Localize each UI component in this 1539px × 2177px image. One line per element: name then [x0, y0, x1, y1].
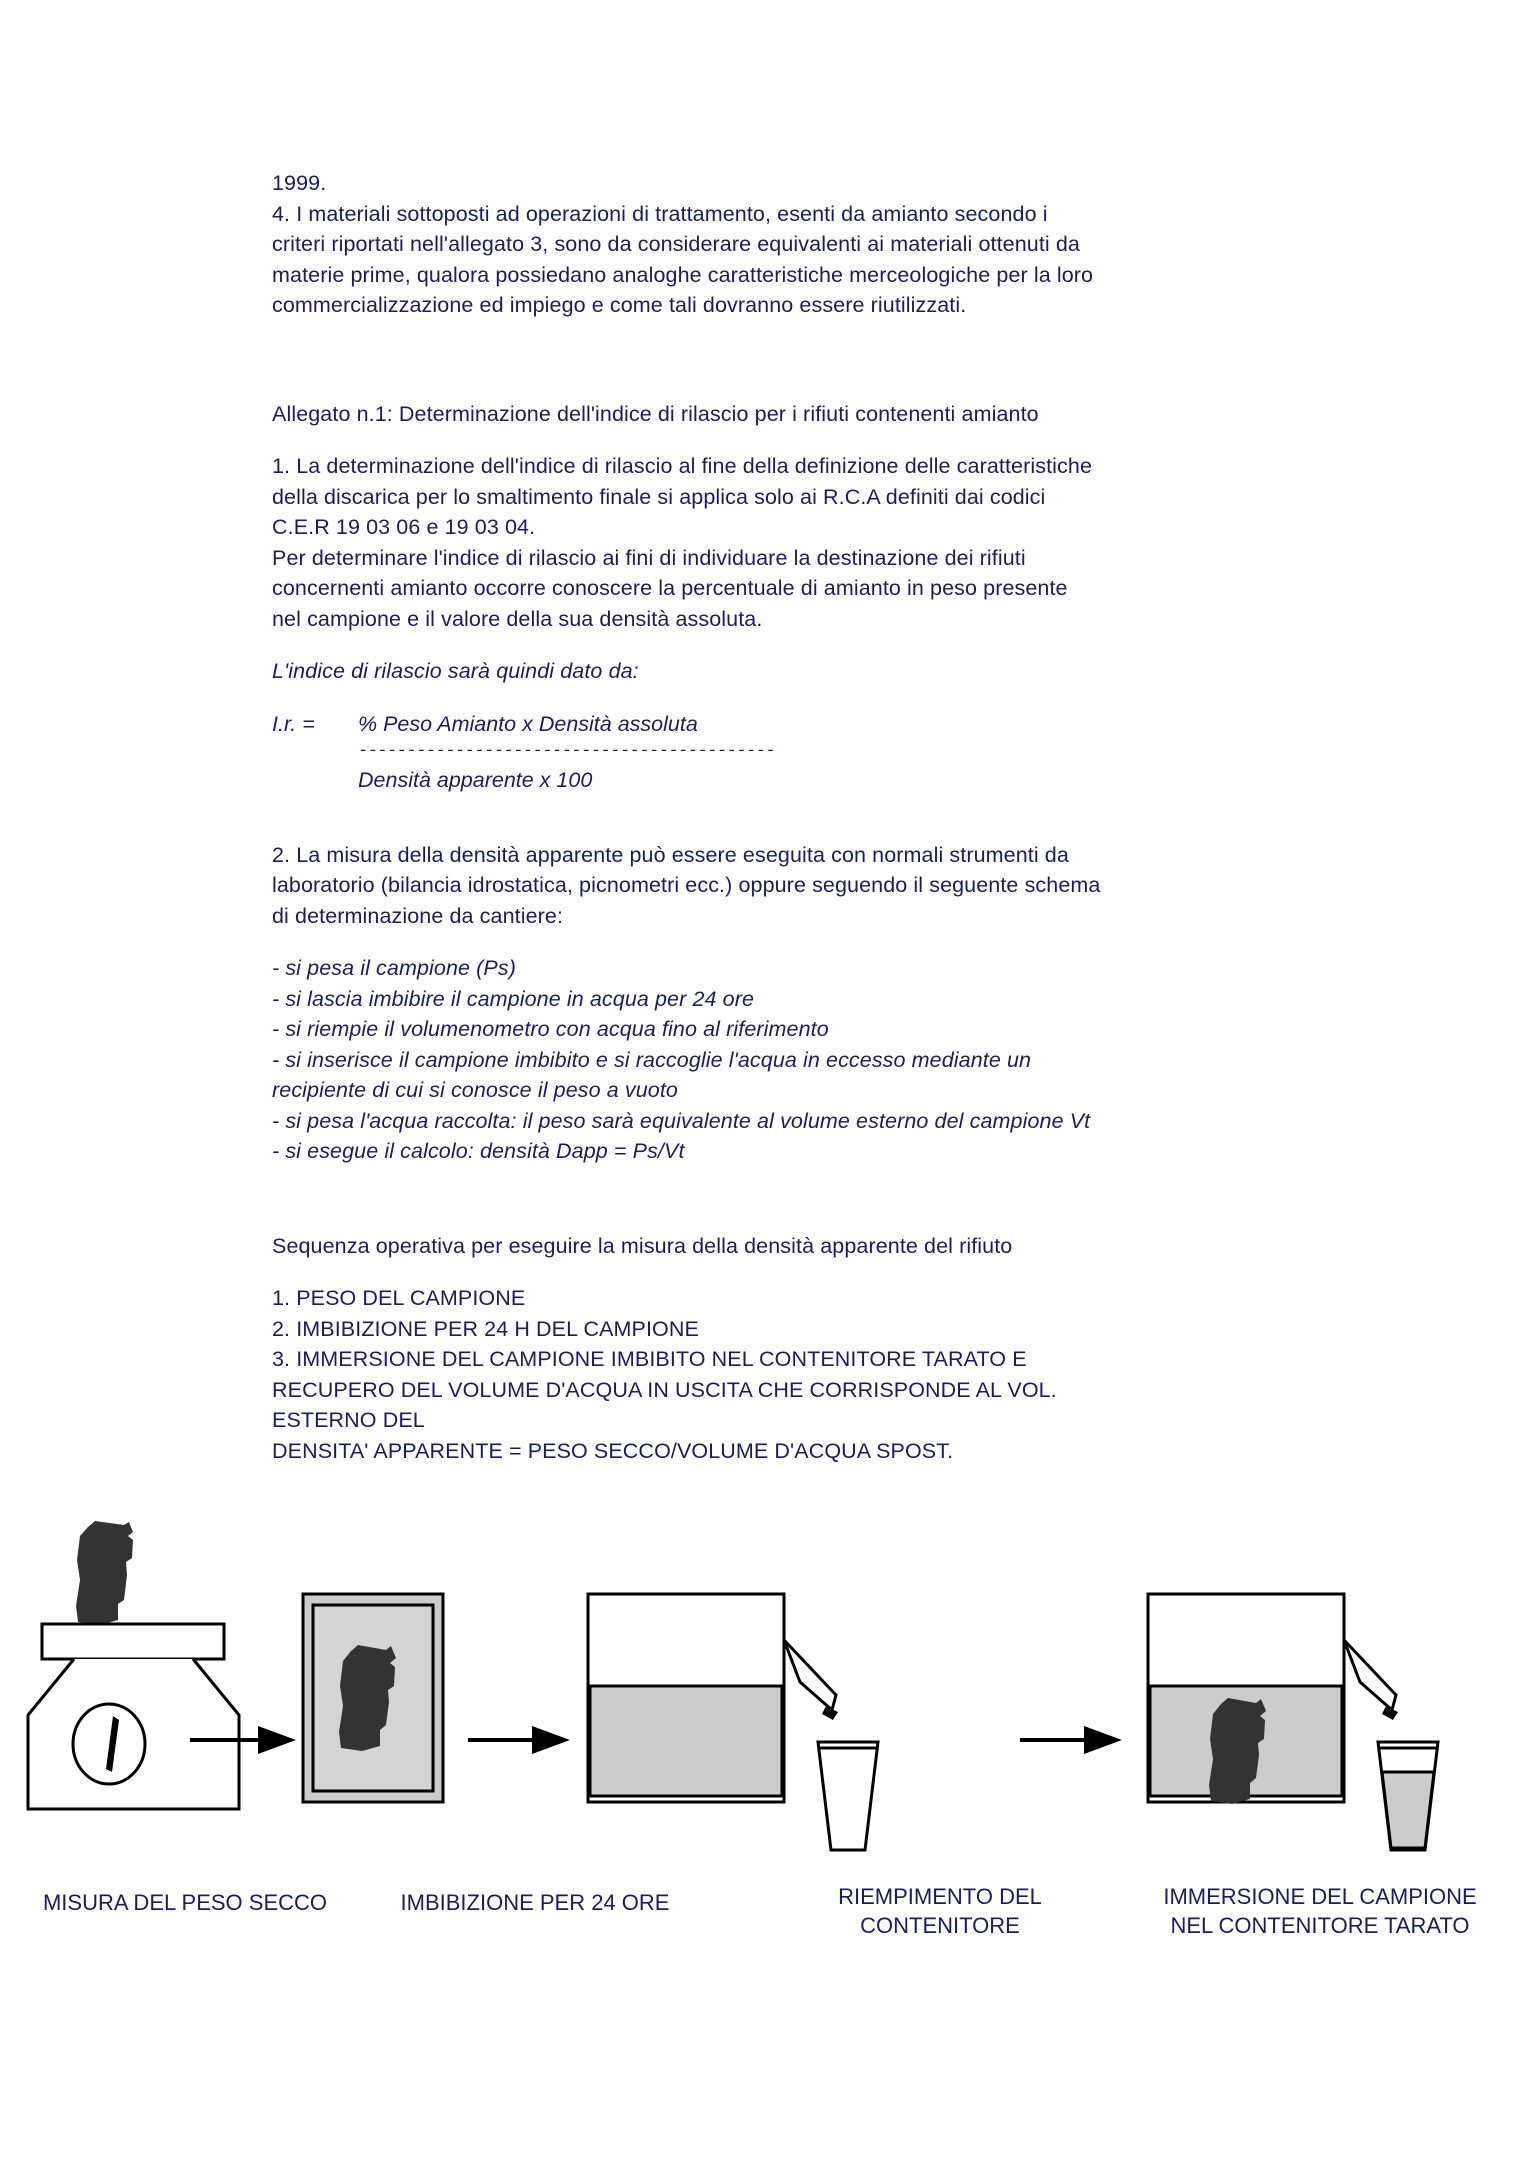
- overflow-spout: [784, 1640, 836, 1710]
- formula-lhs-spacer: [272, 765, 358, 796]
- spacer: [272, 931, 1262, 953]
- procedure-diagram: [0, 1520, 1539, 1900]
- scale-dial: [73, 1704, 145, 1784]
- spacer: [272, 321, 1262, 399]
- numbered-steps-list: 1. PESO DEL CAMPIONE 2. IMBIBIZIONE PER 24 H DEL CAMPIONE 3. IMMERSIONE DEL CAMPIONE IMBIBITO NEL CONTENITORE TARATO E RECUPERO DEL VOLUME D'ACQUA IN USCITA CHE CORRISPONDE AL VOL. ESTERNO DEL DENSITA' APPARENTE = PESO SECCO/VOLUME D'ACQUA SPOST.: [272, 1286, 1057, 1463]
- paragraph-point-1: 1. La determinazione dell'indice di rilascio al fine della definizione delle caratteristiche della discarica per lo smaltimento finale si applica solo ai R.C.A definiti dai codici C.E.R 19 03 06 e 19 03 04. Per determinare l'indice di rilascio ai fini di individuare la destinazione dei rifiuti concernenti amianto occorre conoscere la percentuale di amianto in peso presente nel campione e il valore della sua densità assoluta.: [272, 454, 1093, 631]
- spout-tip-icon: [1382, 1706, 1398, 1720]
- collection-beaker-empty: [818, 1742, 878, 1850]
- formula-numerator-row: [272, 709, 1262, 740]
- arrow-step2-to-step3: [468, 1726, 570, 1754]
- caption-step-2: IMBIBIZIONE PER 24 ORE: [400, 1890, 670, 1915]
- spacer: [272, 634, 1262, 656]
- formula-denominator: Densità apparente x 100: [358, 768, 593, 792]
- procedure-diagram-svg: [0, 1520, 1539, 1900]
- container-water: [590, 1686, 782, 1796]
- procedure-bullet-list: - si pesa il campione (Ps) - si lascia imbibire il campione in acqua per 24 ore - si riempie il volumenometro con acqua fino al riferimento - si inserisce il campione imbibito e si raccoglie l'acqua in eccesso mediante un recipiente di cui si conosce il peso a vuoto - si pesa l'acqua raccolta: il peso sarà equivalente al volume esterno del campione Vt - si esegue il calcolo: densità Dapp = Ps/Vt: [272, 956, 1091, 1163]
- formula-lhs: I.r. =: [272, 711, 315, 736]
- sequenza-heading: Sequenza operativa per eseguire la misura della densità apparente del rifiuto: [272, 1233, 1013, 1258]
- formula-intro: L'indice di rilascio sarà quindi dato da:: [272, 659, 639, 683]
- arrow-step3-to-step4: [1020, 1726, 1122, 1754]
- collected-water: [1382, 1772, 1434, 1848]
- formula-numerator: % Peso Amianto x Densità assoluta: [358, 711, 698, 736]
- figure-container-filling: [588, 1594, 878, 1850]
- formula-fraction-rule: -------------------------------------------: [358, 742, 776, 761]
- spacer: [272, 1261, 1262, 1283]
- figure-sample-immersed: [1148, 1594, 1438, 1850]
- paragraph-point-2: 2. La misura della densità apparente può essere eseguita con normali strumenti da laboratorio (bilancia idrostatica, picnometri ecc.) oppure seguendo il seguente schema di determinazione da cantiere:: [272, 842, 1101, 928]
- sample-shape-icon: [76, 1521, 133, 1625]
- document-text-column: [272, 168, 1262, 1466]
- spacer: [272, 796, 1262, 840]
- caption-step-4: IMMERSIONE DEL CAMPIONE NEL CONTENITORE TARATO: [1163, 1884, 1477, 1938]
- allegato-heading: Allegato n.1: Determinazione dell'indice di rilascio per i rifiuti contenenti amianto: [272, 401, 1039, 426]
- formula-lhs-spacer: [272, 739, 358, 765]
- scale-pan: [42, 1624, 224, 1659]
- caption-step-1: MISURA DEL PESO SECCO: [42, 1890, 328, 1915]
- overflow-spout: [1344, 1640, 1396, 1710]
- figure-soaking-tank: [303, 1594, 443, 1802]
- formula-denominator-row: [272, 765, 1262, 796]
- paragraph-point-4: 4. I materiali sottoposti ad operazioni di trattamento, esenti da amianto secondo i criteri riportati nell'allegato 3, sono da considerare equivalenti ai materiali ottenuti da materie prime, qualora possiedano analoghe caratteristiche merceologiche per la loro commercializzazione ed impiego e come tali dovranno essere riutilizzati.: [272, 201, 1094, 317]
- spacer: [272, 429, 1262, 451]
- spout-tip-icon: [822, 1706, 838, 1720]
- figure-dry-weight-scale: [28, 1521, 239, 1809]
- caption-step-3: RIEMPIMENTO DEL CONTENITORE: [838, 1884, 1042, 1938]
- release-index-formula: [272, 709, 1262, 796]
- figure-captions: [0, 1880, 1539, 1990]
- paragraph-year: 1999.: [272, 171, 327, 195]
- formula-rule-row: [272, 739, 1262, 765]
- spacer: [272, 1167, 1262, 1231]
- spacer: [272, 687, 1262, 709]
